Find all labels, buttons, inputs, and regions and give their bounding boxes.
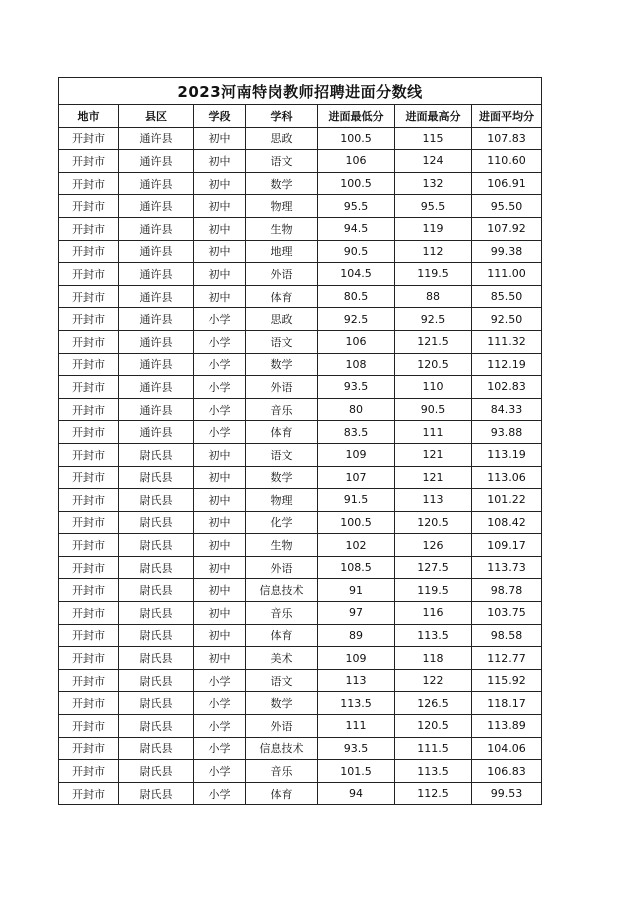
min-score-cell: 104.5 — [318, 263, 395, 286]
min-score-cell: 83.5 — [318, 421, 395, 444]
subject-cell: 音乐 — [246, 602, 318, 625]
min-score-cell: 100.5 — [318, 172, 395, 195]
city-cell: 开封市 — [59, 579, 119, 602]
table-row — [59, 579, 542, 602]
avg-score-cell: 113.19 — [472, 443, 542, 466]
min-score-cell: 91.5 — [318, 489, 395, 512]
avg-score-cell: 113.06 — [472, 466, 542, 489]
min-score-cell: 100.5 — [318, 127, 395, 150]
table-row — [59, 624, 542, 647]
table-row — [59, 398, 542, 421]
stage-cell: 小学 — [194, 376, 246, 399]
stage-cell: 初中 — [194, 150, 246, 173]
city-cell: 开封市 — [59, 285, 119, 308]
stage-cell: 初中 — [194, 285, 246, 308]
avg-score-cell: 95.50 — [472, 195, 542, 218]
subject-cell: 数学 — [246, 692, 318, 715]
county-cell: 尉氏县 — [119, 534, 194, 557]
header-stage: 学段 — [194, 105, 246, 128]
avg-score-cell: 110.60 — [472, 150, 542, 173]
min-score-cell: 108.5 — [318, 556, 395, 579]
stage-cell: 初中 — [194, 127, 246, 150]
city-cell: 开封市 — [59, 240, 119, 263]
subject-cell: 物理 — [246, 195, 318, 218]
county-cell: 尉氏县 — [119, 556, 194, 579]
avg-score-cell: 103.75 — [472, 602, 542, 625]
table-row — [59, 308, 542, 331]
avg-score-cell: 113.89 — [472, 715, 542, 738]
stage-cell: 小学 — [194, 782, 246, 805]
max-score-cell: 121.5 — [395, 330, 472, 353]
max-score-cell: 111.5 — [395, 737, 472, 760]
subject-cell: 音乐 — [246, 760, 318, 783]
county-cell: 尉氏县 — [119, 760, 194, 783]
min-score-cell: 109 — [318, 647, 395, 670]
city-cell: 开封市 — [59, 443, 119, 466]
subject-cell: 数学 — [246, 172, 318, 195]
table-row — [59, 737, 542, 760]
table-row — [59, 127, 542, 150]
subject-cell: 思政 — [246, 308, 318, 331]
county-cell: 通许县 — [119, 285, 194, 308]
subject-cell: 物理 — [246, 489, 318, 512]
subject-cell: 信息技术 — [246, 579, 318, 602]
subject-cell: 外语 — [246, 376, 318, 399]
subject-cell: 信息技术 — [246, 737, 318, 760]
county-cell: 尉氏县 — [119, 782, 194, 805]
min-score-cell: 95.5 — [318, 195, 395, 218]
table-row — [59, 489, 542, 512]
avg-score-cell: 102.83 — [472, 376, 542, 399]
county-cell: 尉氏县 — [119, 579, 194, 602]
table-row — [59, 195, 542, 218]
county-cell: 通许县 — [119, 172, 194, 195]
city-cell: 开封市 — [59, 737, 119, 760]
county-cell: 通许县 — [119, 195, 194, 218]
avg-score-cell: 115.92 — [472, 669, 542, 692]
avg-score-cell: 104.06 — [472, 737, 542, 760]
stage-cell: 小学 — [194, 760, 246, 783]
county-cell: 尉氏县 — [119, 511, 194, 534]
stage-cell: 初中 — [194, 172, 246, 195]
subject-cell: 美术 — [246, 647, 318, 670]
score-table — [58, 77, 542, 805]
max-score-cell: 95.5 — [395, 195, 472, 218]
county-cell: 尉氏县 — [119, 443, 194, 466]
table-row — [59, 240, 542, 263]
stage-cell: 初中 — [194, 624, 246, 647]
table-row — [59, 534, 542, 557]
max-score-cell: 110 — [395, 376, 472, 399]
subject-cell: 语文 — [246, 443, 318, 466]
stage-cell: 小学 — [194, 715, 246, 738]
city-cell: 开封市 — [59, 263, 119, 286]
county-cell: 通许县 — [119, 398, 194, 421]
stage-cell: 小学 — [194, 398, 246, 421]
avg-score-cell: 93.88 — [472, 421, 542, 444]
city-cell: 开封市 — [59, 172, 119, 195]
max-score-cell: 121 — [395, 466, 472, 489]
table-row — [59, 511, 542, 534]
subject-cell: 体育 — [246, 421, 318, 444]
city-cell: 开封市 — [59, 556, 119, 579]
stage-cell: 初中 — [194, 263, 246, 286]
min-score-cell: 94.5 — [318, 217, 395, 240]
city-cell: 开封市 — [59, 647, 119, 670]
min-score-cell: 111 — [318, 715, 395, 738]
table-row — [59, 217, 542, 240]
min-score-cell: 109 — [318, 443, 395, 466]
subject-cell: 化学 — [246, 511, 318, 534]
county-cell: 尉氏县 — [119, 692, 194, 715]
city-cell: 开封市 — [59, 150, 119, 173]
header-avg-score: 进面平均分 — [472, 105, 542, 128]
min-score-cell: 93.5 — [318, 376, 395, 399]
city-cell: 开封市 — [59, 602, 119, 625]
subject-cell: 数学 — [246, 466, 318, 489]
county-cell: 尉氏县 — [119, 669, 194, 692]
city-cell: 开封市 — [59, 421, 119, 444]
avg-score-cell: 107.83 — [472, 127, 542, 150]
header-subject: 学科 — [246, 105, 318, 128]
min-score-cell: 94 — [318, 782, 395, 805]
table-title: 2023河南特岗教师招聘进面分数线 — [59, 78, 542, 105]
max-score-cell: 113.5 — [395, 624, 472, 647]
county-cell: 通许县 — [119, 421, 194, 444]
city-cell: 开封市 — [59, 195, 119, 218]
city-cell: 开封市 — [59, 489, 119, 512]
city-cell: 开封市 — [59, 624, 119, 647]
avg-score-cell: 108.42 — [472, 511, 542, 534]
stage-cell: 小学 — [194, 308, 246, 331]
table-row — [59, 760, 542, 783]
avg-score-cell: 84.33 — [472, 398, 542, 421]
city-cell: 开封市 — [59, 330, 119, 353]
city-cell: 开封市 — [59, 127, 119, 150]
subject-cell: 语文 — [246, 669, 318, 692]
county-cell: 通许县 — [119, 217, 194, 240]
table-row — [59, 376, 542, 399]
min-score-cell: 80.5 — [318, 285, 395, 308]
table-row — [59, 421, 542, 444]
stage-cell: 初中 — [194, 602, 246, 625]
stage-cell: 小学 — [194, 692, 246, 715]
county-cell: 通许县 — [119, 308, 194, 331]
stage-cell: 初中 — [194, 534, 246, 557]
max-score-cell: 122 — [395, 669, 472, 692]
table-row — [59, 782, 542, 805]
stage-cell: 初中 — [194, 579, 246, 602]
county-cell: 尉氏县 — [119, 466, 194, 489]
city-cell: 开封市 — [59, 715, 119, 738]
min-score-cell: 113 — [318, 669, 395, 692]
table-row — [59, 443, 542, 466]
stage-cell: 小学 — [194, 669, 246, 692]
header-city: 地市 — [59, 105, 119, 128]
avg-score-cell: 107.92 — [472, 217, 542, 240]
stage-cell: 初中 — [194, 217, 246, 240]
max-score-cell: 119.5 — [395, 263, 472, 286]
table-row — [59, 692, 542, 715]
table-row — [59, 172, 542, 195]
city-cell: 开封市 — [59, 534, 119, 557]
max-score-cell: 132 — [395, 172, 472, 195]
min-score-cell: 108 — [318, 353, 395, 376]
county-cell: 尉氏县 — [119, 715, 194, 738]
subject-cell: 语文 — [246, 330, 318, 353]
min-score-cell: 113.5 — [318, 692, 395, 715]
header-min-score: 进面最低分 — [318, 105, 395, 128]
county-cell: 尉氏县 — [119, 647, 194, 670]
title-row — [59, 78, 542, 105]
table-row — [59, 669, 542, 692]
max-score-cell: 127.5 — [395, 556, 472, 579]
stage-cell: 初中 — [194, 556, 246, 579]
city-cell: 开封市 — [59, 511, 119, 534]
subject-cell: 体育 — [246, 285, 318, 308]
max-score-cell: 113 — [395, 489, 472, 512]
county-cell: 通许县 — [119, 263, 194, 286]
table-row — [59, 647, 542, 670]
max-score-cell: 119.5 — [395, 579, 472, 602]
subject-cell: 外语 — [246, 263, 318, 286]
city-cell: 开封市 — [59, 782, 119, 805]
subject-cell: 数学 — [246, 353, 318, 376]
header-row — [59, 105, 542, 128]
table-row — [59, 556, 542, 579]
stage-cell: 小学 — [194, 421, 246, 444]
avg-score-cell: 112.77 — [472, 647, 542, 670]
min-score-cell: 93.5 — [318, 737, 395, 760]
score-sheet — [58, 77, 541, 805]
header-max-score: 进面最高分 — [395, 105, 472, 128]
city-cell: 开封市 — [59, 466, 119, 489]
avg-score-cell: 118.17 — [472, 692, 542, 715]
avg-score-cell: 98.78 — [472, 579, 542, 602]
max-score-cell: 112.5 — [395, 782, 472, 805]
county-cell: 尉氏县 — [119, 624, 194, 647]
subject-cell: 思政 — [246, 127, 318, 150]
min-score-cell: 97 — [318, 602, 395, 625]
table-row — [59, 466, 542, 489]
stage-cell: 初中 — [194, 647, 246, 670]
min-score-cell: 107 — [318, 466, 395, 489]
subject-cell: 外语 — [246, 556, 318, 579]
max-score-cell: 119 — [395, 217, 472, 240]
header-county: 县区 — [119, 105, 194, 128]
avg-score-cell: 98.58 — [472, 624, 542, 647]
max-score-cell: 121 — [395, 443, 472, 466]
table-row — [59, 330, 542, 353]
stage-cell: 小学 — [194, 737, 246, 760]
county-cell: 尉氏县 — [119, 737, 194, 760]
max-score-cell: 120.5 — [395, 715, 472, 738]
city-cell: 开封市 — [59, 692, 119, 715]
min-score-cell: 102 — [318, 534, 395, 557]
avg-score-cell: 109.17 — [472, 534, 542, 557]
avg-score-cell: 112.19 — [472, 353, 542, 376]
county-cell: 通许县 — [119, 376, 194, 399]
stage-cell: 初中 — [194, 195, 246, 218]
avg-score-cell: 111.00 — [472, 263, 542, 286]
county-cell: 尉氏县 — [119, 489, 194, 512]
stage-cell: 初中 — [194, 511, 246, 534]
county-cell: 通许县 — [119, 240, 194, 263]
max-score-cell: 120.5 — [395, 511, 472, 534]
max-score-cell: 90.5 — [395, 398, 472, 421]
table-row — [59, 285, 542, 308]
city-cell: 开封市 — [59, 217, 119, 240]
stage-cell: 初中 — [194, 466, 246, 489]
county-cell: 通许县 — [119, 353, 194, 376]
max-score-cell: 116 — [395, 602, 472, 625]
table-body — [59, 127, 542, 805]
min-score-cell: 92.5 — [318, 308, 395, 331]
city-cell: 开封市 — [59, 308, 119, 331]
avg-score-cell: 99.53 — [472, 782, 542, 805]
city-cell: 开封市 — [59, 669, 119, 692]
county-cell: 尉氏县 — [119, 602, 194, 625]
min-score-cell: 91 — [318, 579, 395, 602]
stage-cell: 初中 — [194, 489, 246, 512]
max-score-cell: 113.5 — [395, 760, 472, 783]
max-score-cell: 112 — [395, 240, 472, 263]
stage-cell: 初中 — [194, 443, 246, 466]
avg-score-cell: 99.38 — [472, 240, 542, 263]
min-score-cell: 90.5 — [318, 240, 395, 263]
max-score-cell: 111 — [395, 421, 472, 444]
max-score-cell: 126 — [395, 534, 472, 557]
min-score-cell: 100.5 — [318, 511, 395, 534]
subject-cell: 体育 — [246, 782, 318, 805]
county-cell: 通许县 — [119, 127, 194, 150]
max-score-cell: 126.5 — [395, 692, 472, 715]
avg-score-cell: 85.50 — [472, 285, 542, 308]
avg-score-cell: 101.22 — [472, 489, 542, 512]
stage-cell: 初中 — [194, 240, 246, 263]
max-score-cell: 118 — [395, 647, 472, 670]
min-score-cell: 106 — [318, 330, 395, 353]
max-score-cell: 124 — [395, 150, 472, 173]
table-row — [59, 150, 542, 173]
subject-cell: 外语 — [246, 715, 318, 738]
min-score-cell: 89 — [318, 624, 395, 647]
min-score-cell: 106 — [318, 150, 395, 173]
table-row — [59, 263, 542, 286]
stage-cell: 小学 — [194, 353, 246, 376]
max-score-cell: 88 — [395, 285, 472, 308]
subject-cell: 体育 — [246, 624, 318, 647]
subject-cell: 音乐 — [246, 398, 318, 421]
city-cell: 开封市 — [59, 760, 119, 783]
max-score-cell: 120.5 — [395, 353, 472, 376]
avg-score-cell: 106.83 — [472, 760, 542, 783]
subject-cell: 生物 — [246, 217, 318, 240]
subject-cell: 语文 — [246, 150, 318, 173]
city-cell: 开封市 — [59, 376, 119, 399]
subject-cell: 地理 — [246, 240, 318, 263]
min-score-cell: 101.5 — [318, 760, 395, 783]
avg-score-cell: 106.91 — [472, 172, 542, 195]
table-row — [59, 602, 542, 625]
subject-cell: 生物 — [246, 534, 318, 557]
avg-score-cell: 92.50 — [472, 308, 542, 331]
county-cell: 通许县 — [119, 330, 194, 353]
min-score-cell: 80 — [318, 398, 395, 421]
city-cell: 开封市 — [59, 353, 119, 376]
max-score-cell: 92.5 — [395, 308, 472, 331]
max-score-cell: 115 — [395, 127, 472, 150]
avg-score-cell: 113.73 — [472, 556, 542, 579]
county-cell: 通许县 — [119, 150, 194, 173]
avg-score-cell: 111.32 — [472, 330, 542, 353]
table-row — [59, 715, 542, 738]
table-row — [59, 353, 542, 376]
stage-cell: 小学 — [194, 330, 246, 353]
city-cell: 开封市 — [59, 398, 119, 421]
